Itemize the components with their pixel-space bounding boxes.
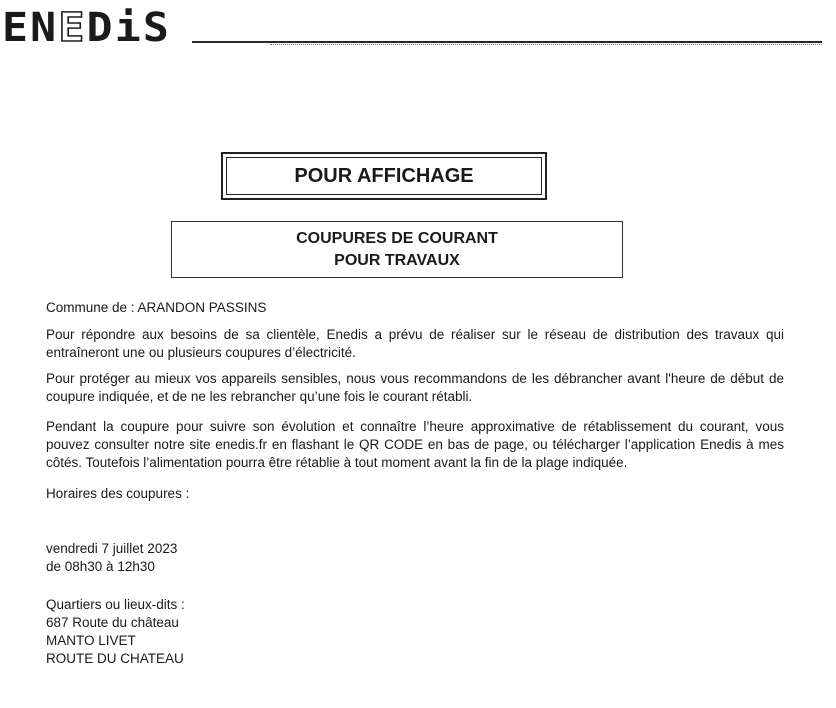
quartiers-label: Quartiers ou lieux-dits : [46, 597, 185, 612]
time-line: de 08h30 à 12h30 [46, 559, 155, 574]
paragraph-2: Pour protéger au mieux vos appareils sensibles, nous vous recommandons de les débrancher avant l'heure de début de coupure indiquée, et de ne les rebrancher qu’une fois le courant rétabli. [46, 371, 784, 404]
commune-line: Commune de : ARANDON PASSINS [46, 300, 267, 315]
logo-part-a: EN [2, 5, 59, 51]
paragraph-1: Pour répondre aux besoins de sa clientèle, Enedis a prévu de réaliser sur le réseau de distribution des travaux qui entraîneront une ou plusieurs coupures d’électricité. [46, 327, 784, 360]
header-rule [192, 41, 822, 43]
title-line1: COUPURES DE COURANT [296, 229, 498, 247]
title-box [171, 221, 623, 278]
place-item: ROUTE DU CHATEAU [46, 651, 184, 666]
logo-part-b: E [58, 5, 87, 51]
affichage-box [221, 152, 547, 200]
place-item: 687 Route du château [46, 615, 179, 630]
date-line: vendredi 7 juillet 2023 [46, 541, 178, 556]
horaires-label: Horaires des coupures : [46, 486, 190, 501]
logo-part-c: DiS [86, 5, 172, 51]
title-line2: POUR TRAVAUX [334, 251, 460, 269]
place-item: MANTO LIVET [46, 633, 136, 648]
affichage-title: POUR AFFICHAGE [226, 157, 542, 195]
header-rule-dotted [270, 44, 822, 45]
header [0, 0, 836, 60]
paragraph-3: Pendant la coupure pour suivre son évolution et connaître l’heure approximative de rétablissement du courant, vous pouvez consulter notre site enedis.fr en flashant le QR CODE en bas de page, ou télécharger l’application Enedis à mes côtés. Toutefois l’alimentation pourra être rétablie à tout moment avant la fin de la plage indiquée. [46, 419, 784, 470]
enedis-logo [2, 6, 171, 50]
